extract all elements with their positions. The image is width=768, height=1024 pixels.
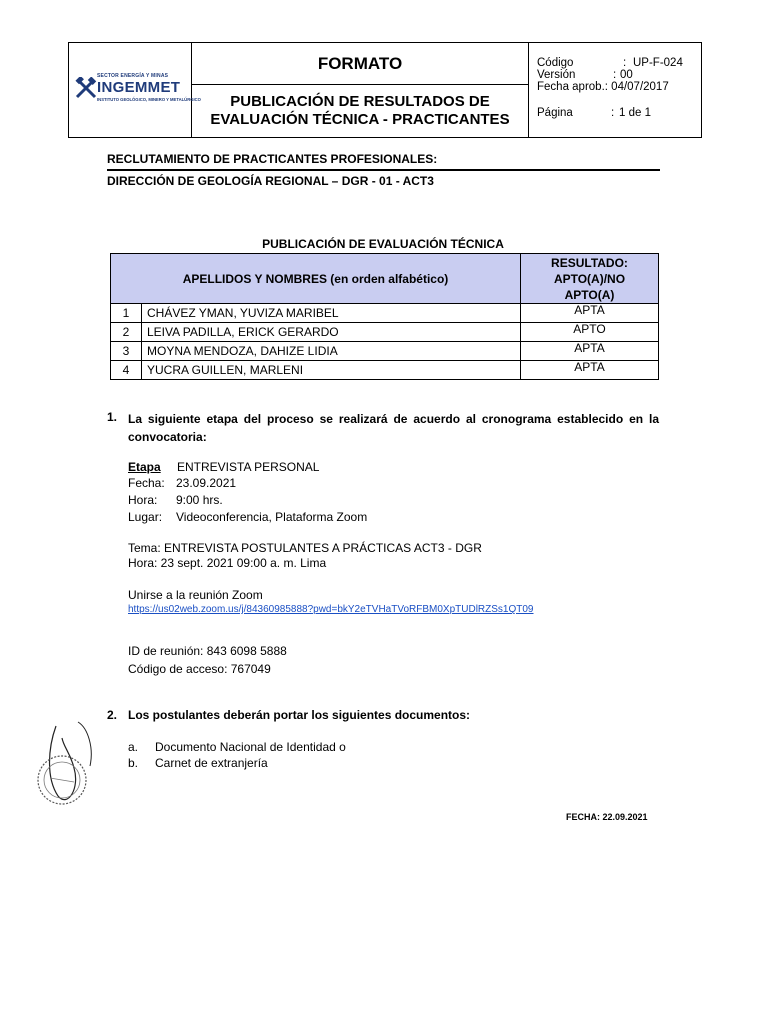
etapa-label: Etapa xyxy=(128,460,161,474)
zoom-time: Hora: 23 sept. 2021 09:00 a. m. Lima xyxy=(128,556,327,570)
meta-approval-date xyxy=(537,81,669,93)
meta-code-value: UP-F-024 xyxy=(633,57,683,69)
results-table xyxy=(110,253,659,380)
section1-text: La siguiente etapa del proceso se realizará de acuerdo al cronograma establecido en la convocatoria: xyxy=(128,412,659,444)
column-header-result-line3: APTO(A) xyxy=(564,287,615,302)
list-item-marker: a. xyxy=(128,740,139,754)
meta-version xyxy=(537,69,633,81)
title-cell xyxy=(192,43,529,137)
ingemmet-logo xyxy=(75,73,201,107)
hora-label: Hora: xyxy=(128,493,158,507)
row-name: CHÁVEZ YMAN, YUVIZA MARIBEL xyxy=(142,304,521,323)
row-name: MOYNA MENDOZA, DAHIZE LIDIA xyxy=(142,342,521,361)
meta-code-label: Código xyxy=(537,57,574,69)
signature-stamp xyxy=(28,718,108,814)
list-item-marker: b. xyxy=(128,756,139,770)
meta-version-value: 00 xyxy=(620,69,633,81)
form-subtitle-line2: EVALUACIÓN TÉCNICA - PRACTICANTES xyxy=(210,111,510,128)
fecha-value: 23.09.2021 xyxy=(176,476,237,490)
meta-page-value: 1 de 1 xyxy=(619,107,651,119)
row-number: 4 xyxy=(111,361,142,380)
heading-divider xyxy=(107,169,660,171)
zoom-topic: Tema: ENTREVISTA POSTULANTES A PRÁCTICAS ACT3 - DGR xyxy=(128,541,482,555)
recruitment-department: DIRECCIÓN DE GEOLOGÍA REGIONAL – DGR - 01 - ACT3 xyxy=(107,174,434,188)
table-row xyxy=(111,323,659,342)
row-number: 1 xyxy=(111,304,142,323)
document-meta xyxy=(529,43,701,137)
row-result: APTA xyxy=(521,361,659,380)
column-header-result-line2: APTO(A)/NO xyxy=(553,271,626,286)
meeting-id: ID de reunión: 843 6098 5888 xyxy=(128,644,287,658)
meta-page xyxy=(537,107,651,119)
section2-text: Los postulantes deberán portar los siguientes documentos: xyxy=(128,708,471,722)
meta-code-colon: : xyxy=(623,57,627,69)
table-header-row xyxy=(111,254,659,304)
meta-version-colon: : xyxy=(613,69,617,81)
crossed-hammers-icon xyxy=(75,77,97,99)
logo-institute-text: INSTITUTO GEOLÓGICO, MINERO Y METALÚRGICO xyxy=(97,97,201,102)
meta-version-label: Versión xyxy=(537,69,576,81)
document-header xyxy=(68,42,702,138)
logo-sector-text: SECTOR ENERGÍA Y MINAS xyxy=(97,73,169,79)
row-result: APTA xyxy=(521,342,659,361)
access-code: Código de acceso: 767049 xyxy=(128,662,271,676)
section1-number: 1. xyxy=(107,410,118,424)
logo-name: INGEMMET xyxy=(97,79,181,96)
column-header-name: APELLIDOS Y NOMBRES (en orden alfabético) xyxy=(111,254,521,304)
section2-number: 2. xyxy=(107,708,118,722)
meta-page-label: Página xyxy=(537,107,573,119)
zoom-join-text: Unirse a la reunión Zoom xyxy=(128,588,263,602)
meta-page-colon: : xyxy=(611,107,615,119)
logo-cell xyxy=(69,43,201,137)
list-item: Carnet de extranjería xyxy=(155,756,268,770)
meta-date-label: Fecha aprob.: xyxy=(537,81,608,93)
zoom-meeting-link[interactable]: https://us02web.zoom.us/j/84360985888?pwd=bkY2eTVHaTVoRFBM0XpTUDlRZSs1QT09 xyxy=(128,604,534,615)
lugar-label: Lugar: xyxy=(128,510,163,524)
form-subtitle-line1: PUBLICACIÓN DE RESULTADOS DE xyxy=(230,93,490,110)
column-header-result-line1: RESULTADO: xyxy=(551,255,628,270)
column-header-result xyxy=(521,254,659,304)
form-title: FORMATO xyxy=(192,43,528,85)
row-name: LEIVA PADILLA, ERICK GERARDO xyxy=(142,323,521,342)
row-number: 2 xyxy=(111,323,142,342)
list-item: Documento Nacional de Identidad o xyxy=(155,740,346,754)
recruitment-heading: RECLUTAMIENTO DE PRACTICANTES PROFESIONALES: xyxy=(107,152,438,166)
results-title: PUBLICACIÓN DE EVALUACIÓN TÉCNICA xyxy=(262,237,504,251)
row-result: APTO xyxy=(521,323,659,342)
footer-date: FECHA: 22.09.2021 xyxy=(566,812,648,822)
fecha-label: Fecha: xyxy=(128,476,165,490)
row-result: APTA xyxy=(521,304,659,323)
hora-value: 9:00 hrs. xyxy=(176,493,223,507)
table-row xyxy=(111,342,659,361)
table-row xyxy=(111,361,659,380)
form-subtitle xyxy=(192,85,528,137)
meta-date-value: 04/07/2017 xyxy=(611,81,669,93)
row-name: YUCRA GUILLEN, MARLENI xyxy=(142,361,521,380)
table-row xyxy=(111,304,659,323)
lugar-value: Videoconferencia, Plataforma Zoom xyxy=(176,510,368,524)
etapa-value: ENTREVISTA PERSONAL xyxy=(177,460,320,474)
meta-code xyxy=(537,57,683,69)
row-number: 3 xyxy=(111,342,142,361)
